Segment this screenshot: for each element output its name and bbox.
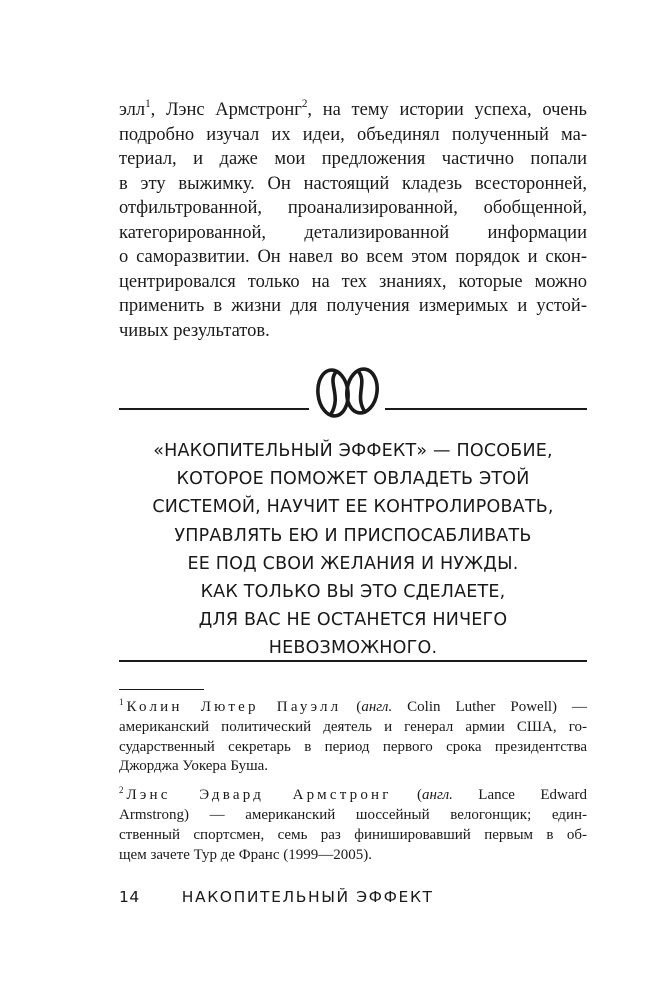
body-line: применить в жизни для получения измеримых и устой- [119, 296, 587, 316]
footnote-line [119, 698, 587, 718]
footnote-number: 2 [119, 785, 124, 796]
footnote-lang: англ. [422, 787, 453, 804]
body-line: центрировался только на тех знаниях, которые можно [119, 271, 587, 292]
quote-line: ДЛЯ ВАС НЕ ОСТАНЕТСЯ НИЧЕГО [198, 610, 508, 631]
footnote-line: сударственный секретарь в период первого срока президентства [119, 738, 587, 755]
body-line: о саморазвитии. Он навел во всем этом порядок и скон- [119, 247, 587, 267]
text-fragment: ( [391, 787, 423, 804]
body-paragraph [119, 98, 587, 343]
page-number: 14 [119, 888, 140, 906]
footnote-line: ственный спортсмен, семь раз финишировавший первым в об- [119, 826, 587, 843]
footnotes [119, 698, 587, 865]
quote-line: УПРАВЛЯТЬ ЕЮ И ПРИСПОСАБЛИВАТЬ [174, 525, 532, 546]
footnote-line [119, 786, 587, 806]
quote-bottom-rule [119, 660, 587, 662]
divider-rule-left [119, 408, 309, 410]
body-line: отфильтрованной, проанализированной, обобщенной, [119, 198, 587, 218]
footnote-number: 1 [119, 697, 124, 707]
coffee-beans-icon [311, 362, 385, 420]
footnote-line: Джорджа Уокера Буша. [119, 758, 269, 775]
ornament-divider [119, 360, 587, 424]
body-line: подробно изучал их идеи, объединял полученный ма- [119, 124, 587, 145]
quote-line: «НАКОПИТЕЛЬНЫЙ ЭФФЕКТ» — ПОСОБИЕ, [153, 441, 553, 461]
footnote-line: американский политический деятель и генерал армии США, го- [119, 718, 587, 735]
footnote-separator [119, 689, 204, 690]
quote-line: КОТОРОЕ ПОМОЖЕТ ОВЛАДЕТЬ ЭТОЙ [176, 469, 530, 490]
body-line: чивых результатов. [119, 320, 270, 341]
quote-line: СИСТЕМОЙ, НАУЧИТ ЕЕ КОНТРОЛИРОВАТЬ, [152, 497, 554, 518]
quote-line: КАК ТОЛЬКО ВЫ ЭТО СДЕЛАЕТЕ, [200, 582, 506, 603]
body-line: териал, и даже мои предложения частично попали [119, 149, 587, 169]
footnote-line: щем зачете Тур де Франс (1999—2005). [119, 846, 372, 863]
footnote-name: Колин Лютер Пауэлл [126, 699, 342, 715]
footnote-1 [119, 698, 587, 777]
running-title: НАКОПИТЕЛЬНЫЙ ЭФФЕКТ [181, 888, 434, 906]
footnote-ref-2[interactable]: 2 [301, 97, 308, 110]
body-line: категорированной, детализированной информации [119, 222, 587, 243]
divider-rule-right [385, 408, 587, 410]
text-fragment: элл [119, 100, 146, 120]
footnote-line: Armstrong) — американский шоссейный велогонщик; един- [119, 806, 587, 823]
quote-line: НЕВОЗМОЖНОГО. [268, 638, 438, 659]
text-fragment: Colin Luther Powell) — [392, 699, 587, 715]
text-fragment: Lance Edward [452, 787, 587, 804]
footnote-lang: англ. [361, 699, 393, 715]
pull-quote [119, 437, 587, 663]
footnote-2 [119, 786, 587, 865]
footnote-name: Лэнс Эдвард Армстронг [126, 787, 392, 804]
quote-line: ЕЕ ПОД СВОИ ЖЕЛАНИЯ И НУЖДЫ. [187, 553, 519, 574]
body-line [119, 98, 587, 123]
text-fragment: , на тему истории успеха, очень [307, 100, 587, 120]
text-fragment: , Лэнс Армстронг [150, 100, 302, 120]
footnote-ref-1[interactable]: 1 [145, 97, 151, 110]
body-line: в эту выжимку. Он настоящий кладезь всесторонней, [119, 173, 587, 194]
text-fragment: ( [341, 699, 362, 715]
page-footer [119, 888, 434, 906]
